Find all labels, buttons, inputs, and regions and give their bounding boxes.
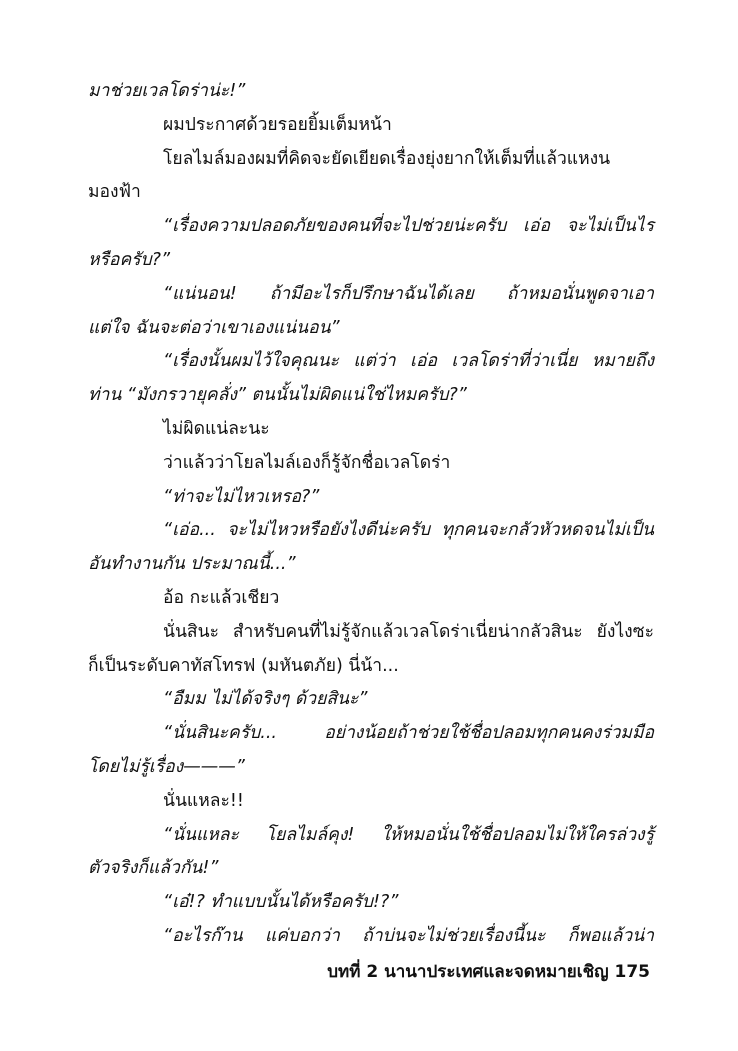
text-line: แต่ใจ ฉันจะต่อว่าเขาเองแน่นอน” bbox=[88, 317, 340, 338]
text-line: ตัวจริงก็แล้วกัน!” bbox=[88, 858, 219, 879]
text-line: “นั่นสินะครับ... อย่างน้อยถ้าช่วยใช้ชื่อปลอมทุกคนคงร่วมมือ bbox=[163, 723, 654, 744]
text-line: “ท่าจะไม่ไหวเหรอ?” bbox=[163, 486, 320, 507]
text-line: “นั่นแหละ โยลไมล์คุง! ให้หมอนั่นใช้ชื่อปลอมไม่ให้ใครล่วงรู้ bbox=[163, 824, 654, 845]
page-footer: บทที่ 2 นานาประเทศและจดหมายเชิญ 175 bbox=[327, 962, 650, 982]
text-line: มาช่วยเวลโดร่าน่ะ!” bbox=[88, 81, 246, 101]
text-line: ผมประกาศด้วยรอยยิ้มเต็มหน้า bbox=[163, 114, 392, 135]
text-line: นั่นสินะ สำหรับคนที่ไม่รู้จักแล้วเวลโดร่าเนี่ยน่ากลัวสินะ ยังไงซะ bbox=[163, 621, 654, 642]
text-line: มองฟ้า bbox=[88, 182, 141, 203]
text-line: อันทำงานกัน ประมาณนี้...” bbox=[88, 554, 296, 575]
text-line: “อะไรก๊าน แค่บอกว่า ถ้าบ่นจะไม่ช่วยเรื่องนี้นะ ก็พอแล้วน่า bbox=[163, 926, 654, 946]
text-line: “เอ่อ... จะไม่ไหวหรือยังไงดีน่ะครับ ทุกคนจะกลัวหัวหดจนไม่เป็น bbox=[163, 520, 654, 541]
text-line: ว่าแล้วว่าโยลไมล์เองก็รู้จักชื่อเวลโดร่า bbox=[163, 452, 451, 473]
text-line: นั่นแหละ!! bbox=[163, 790, 244, 811]
text-line: โยลไมล์มองผมที่คิดจะยัดเยียดเรื่องยุ่งยากให้เต็มที่แล้วแหงน bbox=[163, 148, 611, 169]
text-line: หรือครับ?” bbox=[88, 250, 171, 270]
text-line: ไม่ผิดแน่ละนะ bbox=[163, 419, 270, 439]
text-line: “เรื่องนั้นผมไว้ใจคุณนะ แต่ว่า เอ่อ เวลโดร่าที่ว่าเนี่ย หมายถึง bbox=[163, 351, 654, 372]
text-line: ก็เป็นระดับคาทัสโทรฟ (มหันตภัย) นี่น้า... bbox=[88, 655, 399, 676]
text-line: “อืมม ไม่ได้จริงๆ ด้วยสินะ” bbox=[163, 689, 368, 710]
text-line: อ้อ กะแล้วเชียว bbox=[163, 588, 280, 608]
text-line: “แน่นอน! ถ้ามีอะไรก็ปรึกษาฉันได้เลย ถ้าหมอนั่นพูดจาเอา bbox=[163, 283, 654, 304]
text-line: “เรื่องความปลอดภัยของคนที่จะไปช่วยน่ะครับ เอ่อ จะไม่เป็นไร bbox=[163, 216, 654, 237]
text-line: ท่าน “มังกรวายุคลั่ง” ตนนั้นไม่ผิดแน่ใช่ไหมครับ?” bbox=[88, 385, 467, 406]
text-line: โดยไม่รู้เรื่อง———” bbox=[88, 757, 245, 777]
text-line: “เอ๋!? ทำแบบนั้นได้หรือครับ!?” bbox=[163, 892, 399, 913]
